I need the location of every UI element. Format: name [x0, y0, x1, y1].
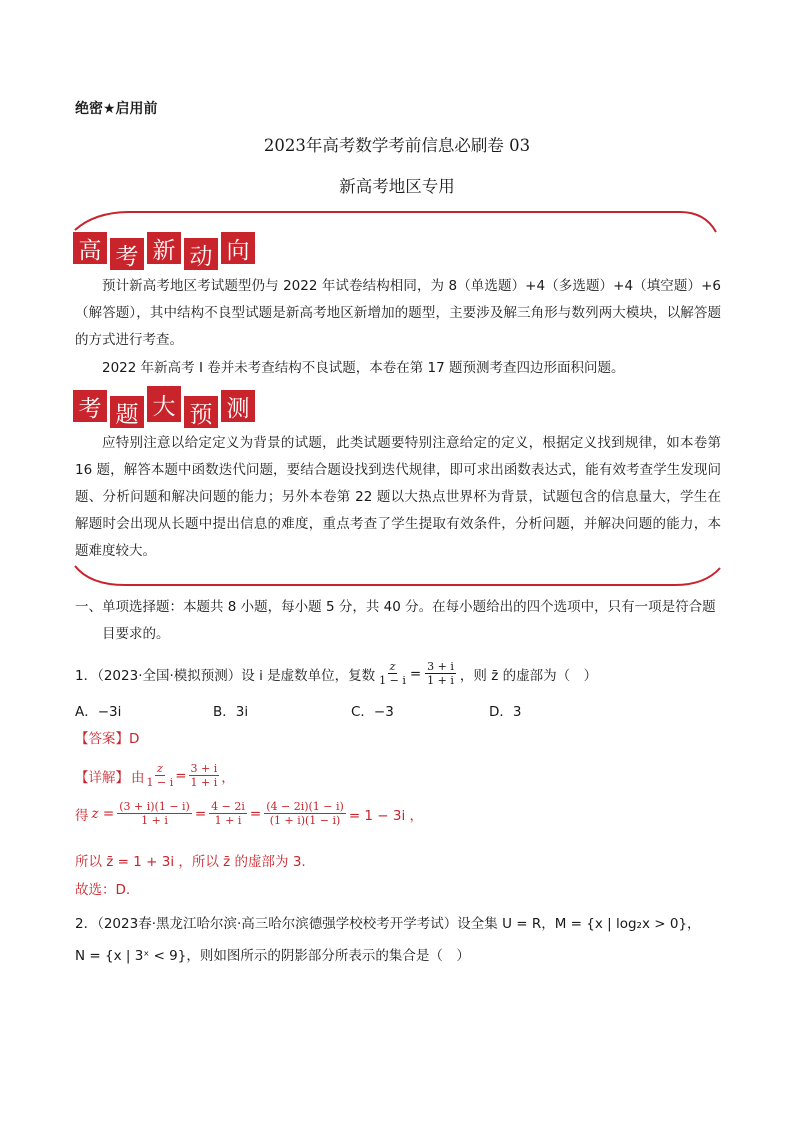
question-2-line1: 2．（2023春·黑龙江哈尔滨·高三哈尔滨德强学校校考开学考试）设全集 U = R，M = {x | log₂x > 0}，: [75, 916, 701, 932]
trend-tag-5: 向: [221, 232, 255, 264]
top-arc: [75, 212, 716, 232]
q1-option-a[interactable]: A．−3i: [75, 704, 122, 720]
trend-tag-2: 考: [110, 238, 144, 270]
q1-choose: 故选：D.: [75, 882, 131, 898]
q1-derive-frac2-num: 4 − 2i: [211, 800, 245, 813]
page-subtitle: 新高考地区专用: [339, 177, 455, 196]
q1-prefix: 1．（2023·全国·模拟预测）设 i 是虚数单位，复数: [75, 667, 376, 684]
q1-derive-frac3: [264, 800, 346, 827]
q1-option-c[interactable]: C．−3: [351, 704, 394, 720]
q1-answer: 【答案】D: [75, 731, 140, 747]
trend-banner: [73, 232, 255, 270]
forecast-tag-2: 题: [110, 396, 144, 428]
q1-derivation: [75, 800, 423, 827]
page-title: 2023年高考数学考前信息必刷卷 03: [263, 136, 531, 155]
trend-tag-1: 高: [73, 232, 107, 264]
section-one-heading: [75, 594, 721, 648]
q1-derive-frac3-num: (4 − 2i)(1 − i): [266, 800, 344, 813]
q1-detail-frac1-den: 1 − i: [146, 776, 174, 789]
q1-detail-frac2: [189, 762, 220, 789]
q1-derive-eq2: =: [249, 805, 262, 822]
q1-derive-z: z =: [91, 805, 115, 822]
trend-paragraph-1: 预计新高考地区考试题型仍与 2022 年试卷结构相同，为 8（单选题）+4（多选题）+4（填空题）+6（解答题），其中结构不良型试题是新高考地区新增加的题型，主要涉及解三角形与数列两大模块，以解答题的方式进行考查。: [75, 278, 721, 348]
question-2-line2: N = {x | 3ˣ < 9}，则如图所示的阴影部分所表示的集合是（ ）: [75, 948, 470, 964]
q1-detail-frac1-num: z: [156, 762, 163, 775]
q1-derive-eq1: =: [194, 805, 207, 822]
forecast-paragraph: 应特别注意以给定定义为背景的试题，此类试题要特别注意给定的定义，根据定义找到规律，如本卷第 16 题，解答本题中函数迭代问题，要结合题设找到迭代规律，即可求出函数表达式，能有效考查学生发现问题、分析问题和解决问题的能力；另外本卷第 22 题以大热点世界杯为背景，试题包含的信息量大，学生在解题时会出现从长题中提出信息的难度，重点考查了学生提取有效条件，分析问题，并解决问题的能力，本题难度较大。: [75, 435, 721, 559]
section-one-line1: 一、单项选择题：本题共 8 小题，每小题 5 分，共 40 分。在每小题给出的四个选项中，只有一项是符合题: [75, 599, 716, 615]
trend-tag-3: 新: [147, 232, 181, 264]
q1-frac2-num: 3 + i: [427, 660, 454, 673]
q1-derive-frac3-den: (1 + i)(1 − i): [269, 814, 341, 827]
q1-detail-frac2-num: 3 + i: [190, 762, 218, 775]
question-1-stem: [75, 660, 597, 687]
q1-fraction-2: [425, 660, 456, 687]
q1-detail-text: 由: [131, 769, 145, 786]
q1-derive-result: = 1 − 3i ，: [348, 807, 424, 824]
trend-paragraph-2: 2022 年新高考 I 卷并未考查结构不良试题，本卷在第 17 题预测考查四边形面积问题。: [102, 360, 625, 376]
q1-detail-frac1: [147, 762, 174, 789]
q1-derive-frac1: [117, 800, 192, 827]
q1-derive-frac1-den: 1 + i: [141, 814, 168, 827]
q1-equals: =: [409, 665, 422, 682]
q1-solution: 所以 z̄ = 1 + 3i ，所以 z̄ 的虚部为 3.: [75, 854, 306, 870]
forecast-tag-4: 预: [184, 396, 218, 428]
section-one-line2: 目要求的。: [102, 626, 170, 642]
q1-fraction-1: [379, 660, 406, 687]
q1-option-d[interactable]: D．3: [489, 704, 522, 720]
forecast-tag-5: 测: [221, 390, 255, 422]
q1-options: [75, 700, 635, 720]
q1-detail-frac2-den: 1 + i: [190, 776, 218, 789]
q1-derive-frac2-den: 1 + i: [214, 814, 242, 827]
q1-derive-frac2: [209, 800, 247, 827]
q1-derive-frac1-num: (3 + i)(1 − i): [119, 800, 190, 813]
confidential-label: 绝密★启用前: [75, 101, 158, 117]
q1-derive-lead: 得: [75, 807, 89, 824]
forecast-banner: [73, 390, 255, 428]
q1-detail: 【详解】 由 $\frac{z}{1 - i}$ = $\frac{3 + i}{1 + i}$ ，: [75, 762, 235, 789]
forecast-tag-1: 考: [73, 390, 107, 422]
q1-frac1-num: z: [389, 660, 396, 673]
q1-option-b[interactable]: B．3i: [213, 704, 249, 720]
trend-tag-4: 动: [184, 238, 218, 270]
q1-suffix: ，则 z̄ 的虚部为（ ）: [459, 667, 598, 684]
q1-detail-label: 【详解】: [75, 769, 129, 786]
q1-frac1-den: 1 − i: [379, 674, 406, 687]
forecast-tag-3: 大: [147, 386, 181, 422]
q1-detail-equals: =: [175, 767, 187, 784]
bottom-arc: [75, 566, 720, 585]
q1-frac2-den: 1 + i: [427, 674, 454, 687]
